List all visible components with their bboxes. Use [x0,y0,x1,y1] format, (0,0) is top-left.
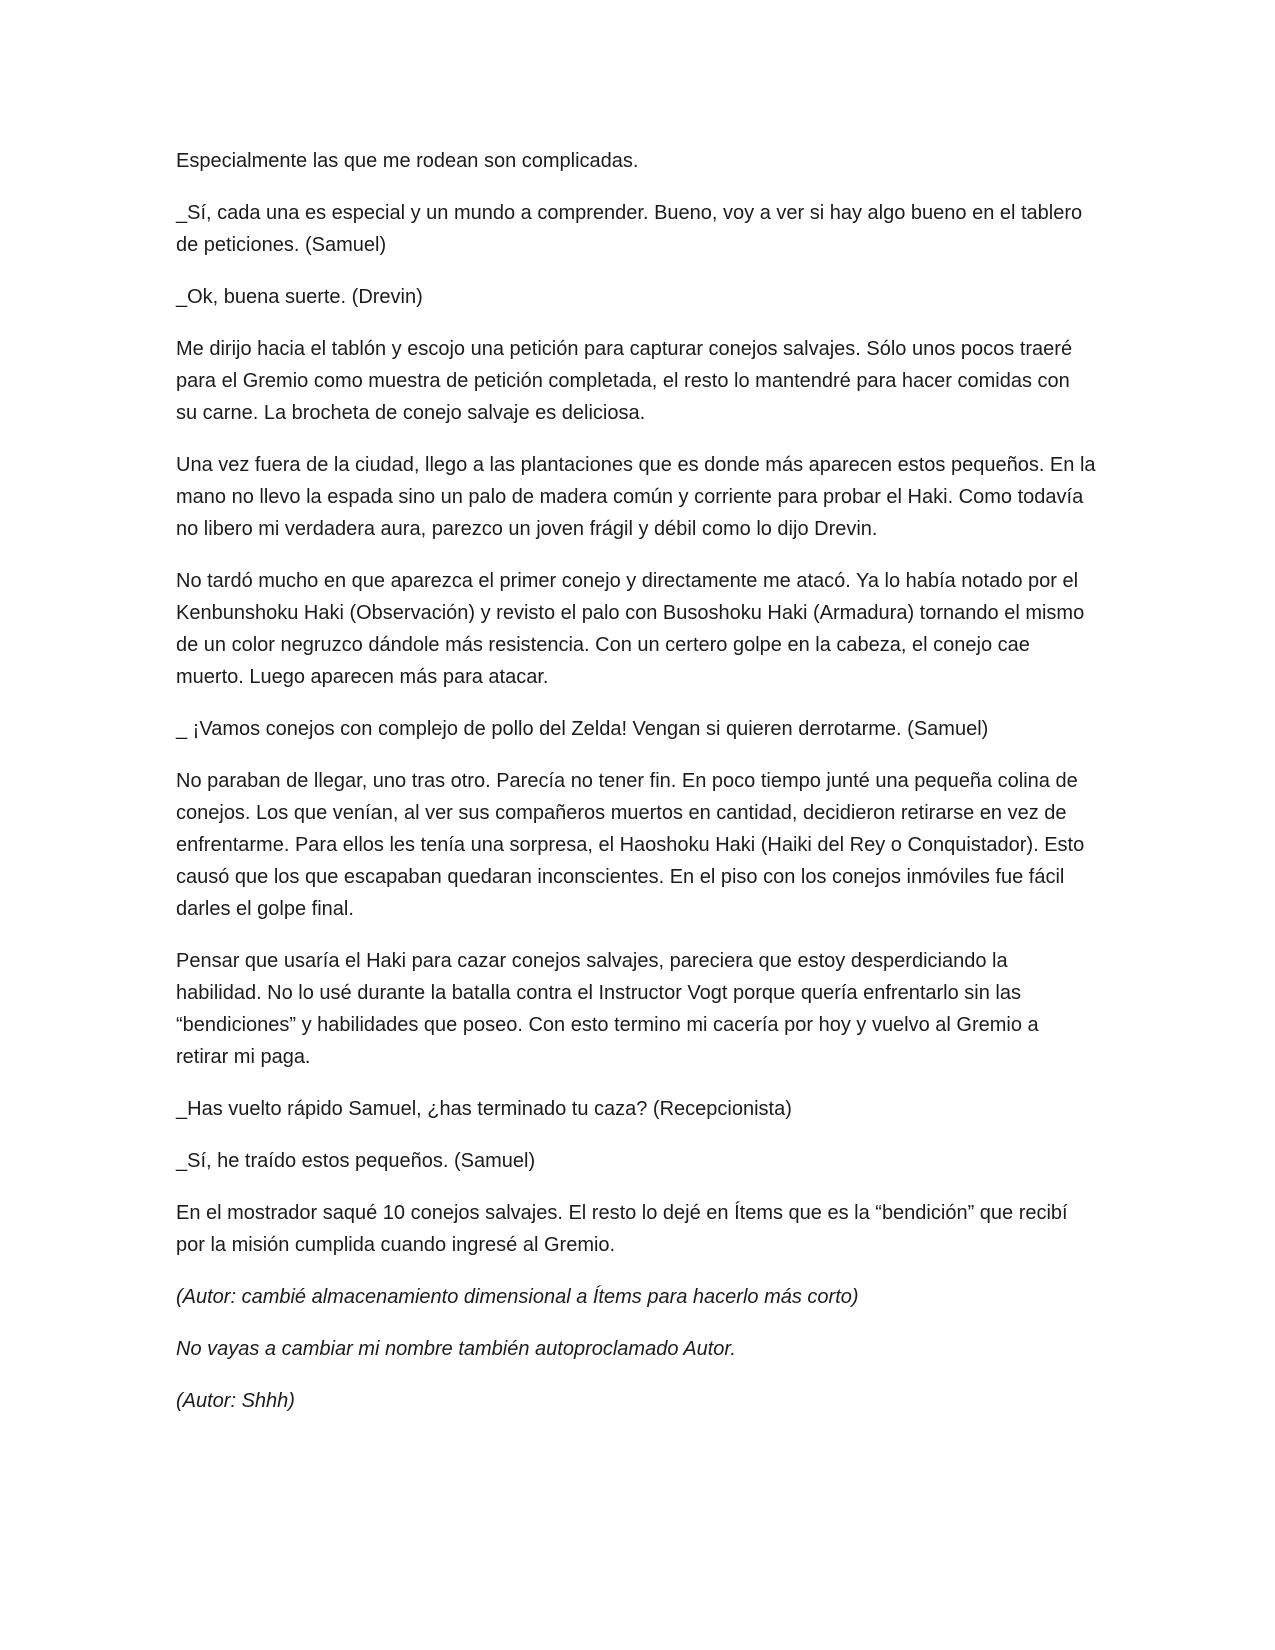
author-note: (Autor: Shhh) [176,1390,295,1412]
italic-paragraph: No vayas a cambiar mi nombre también autoproclamado Autor. [176,1338,736,1360]
paragraph: _Has vuelto rápido Samuel, ¿has terminado tu caza? (Recepcionista) [176,1098,792,1120]
document-body [176,145,1096,1437]
paragraph: _Sí, cada una es especial y un mundo a comprender. Bueno, voy a ver si hay algo bueno en el tablero de peticiones. (Samuel) [176,202,1083,256]
paragraph: Especialmente las que me rodean son complicadas. [176,150,639,172]
paragraph: Pensar que usaría el Haki para cazar conejos salvajes, pareciera que estoy desperdiciando la habilidad. No lo usé durante la batalla contra el Instructor Vogt porque quería enfrentarlo sin las “bendiciones” y habilidades que poseo. Con esto termino mi cacería por hoy y vuelvo al Gremio a retirar mi paga. [176,950,1039,1068]
paragraph: Una vez fuera de la ciudad, llego a las plantaciones que es donde más aparecen estos pequeños. En la mano no llevo la espada sino un palo de madera común y corriente para probar el Haki. Como todavía no libero mi verdadera aura, parezco un joven frágil y débil como lo dijo Drevin. [176,454,1096,540]
paragraph: Me dirijo hacia el tablón y escojo una petición para capturar conejos salvajes. Sólo unos pocos traeré para el Gremio como muestra de petición completada, el resto lo mantendré para hacer comidas con su carne. La brocheta de conejo salvaje es deliciosa. [176,338,1073,424]
paragraph: No tardó mucho en que aparezca el primer conejo y directamente me atacó. Ya lo había notado por el Kenbunshoku Haki (Observación) y revisto el palo con Busoshoku Haki (Armadura) tornando el mismo de un color negruzco dándole más resistencia. Con un certero golpe en la cabeza, el conejo cae muerto. Luego aparecen más para atacar. [176,570,1085,688]
paragraph: _Sí, he traído estos pequeños. (Samuel) [176,1150,536,1172]
paragraph: No paraban de llegar, uno tras otro. Parecía no tener fin. En poco tiempo junté una pequeña colina de conejos. Los que venían, al ver sus compañeros muertos en cantidad, decidieron retirarse en vez de enfrentarme. Para ellos les tenía una sorpresa, el Haoshoku Haki (Haiki del Rey o Conquistador). Esto causó que los que escapaban quedaran inconscientes. En el piso con los conejos inmóviles fue fácil darles el golpe final. [176,770,1085,920]
paragraph: En el mostrador saqué 10 conejos salvajes. El resto lo dejé en Ítems que es la “bendición” que recibí por la misión cumplida cuando ingresé al Gremio. [176,1202,1068,1256]
paragraph: _ ¡Vamos conejos con complejo de pollo del Zelda! Vengan si quieren derrotarme. (Samuel) [176,718,989,740]
author-note: (Autor: cambié almacenamiento dimensional a Ítems para hacerlo más corto) [176,1286,859,1308]
paragraph: _Ok, buena suerte. (Drevin) [176,286,423,308]
